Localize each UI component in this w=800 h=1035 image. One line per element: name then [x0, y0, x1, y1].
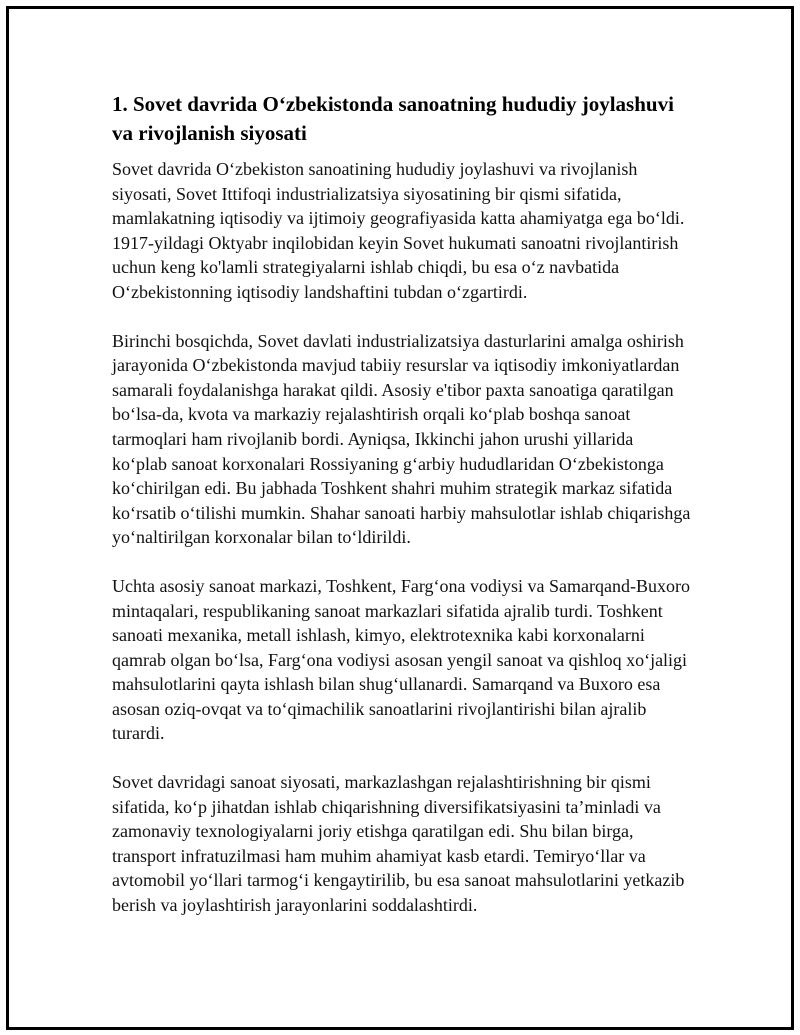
document-body — [112, 90, 692, 942]
section-heading: 1. Sovet davrida O‘zbekistonda sanoatning hududiy joylashuvi va rivojlanish siyosati — [112, 92, 674, 145]
paragraph-1: Sovet davrida O‘zbekiston sanoatining hududiy joylashuvi va rivojlanish siyosati, Sovet Ittifoqi industrializatsiya siyosatining bir qismi sifatida, mamlakatning iqtisodiy va ijtimoiy geografiyasida katta ahamiyatga ega bo‘ldi. 1917-yildagi Oktyabr inqilobidan keyin Sovet hukumati sanoatni rivojlantirish uchun keng ko'lamli strategiyalarni ishlab chiqdi, bu esa o‘z navbatida O‘zbekistonning iqtisodiy landshaftini tubdan o‘zgartirdi. — [112, 159, 685, 302]
paragraph-4: Sovet davridagi sanoat siyosati, markazlashgan rejalashtirishning bir qismi sifatida, ko‘p jihatdan ishlab chiqarishning diversifikatsiyasini ta’minladi va zamonaviy texnologiyalarni joriy etishga qaratilgan edi. Shu bilan birga, transport infratuzilmasi ham muhim ahamiyat kasb etardi. Temiryo‘llar va avtomobil yo‘llari tarmog‘i kengaytirilib, bu esa sanoat mahsulotlarini yetkazib berish va joylashtirish jarayonlarini soddalashtirdi. — [112, 772, 685, 916]
paragraph-3: Uchta asosiy sanoat markazi, Toshkent, Farg‘ona vodiysi va Samarqand-Buxoro mintaqalari, respublikaning sanoat markazlari sifatida ajralib turdi. Toshkent sanoati mexanika, metall ishlash, kimyo, elektrotexnika kabi korxonalarni qamrab olgan bo‘lsa, Farg‘ona vodiysi asosan yengil sanoat va qishloq xo‘jaligi mahsulotlarini qayta ishlash bilan shug‘ullanardi. Samarqand va Buxoro esa asosan oziq-ovqat va to‘qimachilik sanoatlarini rivojlantirishi bilan ajralib turardi. — [112, 575, 690, 744]
paragraph-2: Birinchi bosqichda, Sovet davlati industrializatsiya dasturlarini amalga oshirish jarayonida O‘zbekistonda mavjud tabiiy resurslar va iqtisodiy imkoniyatlardan samarali foydalanishga harakat qildi. Asosiy e'tibor paxta sanoatiga qaratilgan bo‘lsa-da, kvota va markaziy rejalashtirish orqali ko‘plab boshqa sanoat tarmoqlari ham rivojlanib bordi. Ayniqsa, Ikkinchi jahon urushi yillarida ko‘plab sanoat korxonalari Rossiyaning g‘arbiy hududlaridan O‘zbekistonga ko‘chirilgan edi. Bu jabhada Toshkent shahri muhim strategik markaz sifatida ko‘rsatib o‘tilishi mumkin. Shahar sanoati harbiy mahsulotlar ishlab chiqarishga yo‘naltirilgan korxonalar bilan to‘ldirildi. — [112, 330, 691, 548]
